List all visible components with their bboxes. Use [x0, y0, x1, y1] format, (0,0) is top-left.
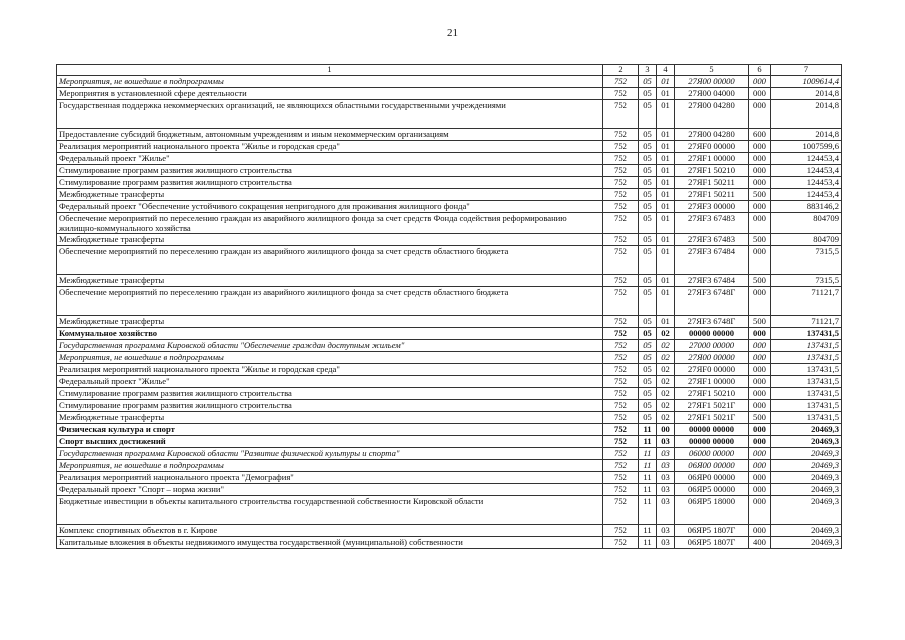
budget-table: [56, 64, 842, 549]
row-name-cell: Стимулирование программ развития жилищного строительства: [57, 177, 603, 189]
row-target-article-cell: 27Я00 00000: [675, 352, 749, 364]
row-amount-cell: 20469,3: [771, 448, 842, 460]
row-amount-cell: 137431,5: [771, 340, 842, 352]
row-code-cell: 752: [603, 88, 639, 100]
row-code-cell: 752: [603, 352, 639, 364]
row-target-article-cell: 27ЯF3 00000: [675, 201, 749, 213]
row-target-article-cell: 27ЯF1 5021Г: [675, 400, 749, 412]
table-row: [57, 177, 842, 189]
row-target-article-cell: 27ЯF1 50210: [675, 165, 749, 177]
row-subsection-cell: 02: [657, 364, 675, 376]
header-cell: 1: [57, 65, 603, 76]
row-expense-type-cell: 000: [749, 388, 771, 400]
header-cell: 2: [603, 65, 639, 76]
table-row: [57, 88, 842, 100]
row-code-cell: 752: [603, 328, 639, 340]
row-name-cell: Коммунальное хозяйство: [57, 328, 603, 340]
row-target-article-cell: 27ЯF3 67484: [675, 275, 749, 287]
row-amount-cell: 2014,8: [771, 129, 842, 141]
row-code-cell: 752: [603, 141, 639, 153]
row-expense-type-cell: 000: [749, 141, 771, 153]
row-name-cell: Обеспечение мероприятий по переселению граждан из аварийного жилищного фонда за счет средств Фонда содействия реформированию жилищно-коммунального хозяйства: [57, 213, 603, 234]
row-name-cell: Реализация мероприятий национального проекта "Жилье и городская среда": [57, 364, 603, 376]
table-row: [57, 165, 842, 177]
row-expense-type-cell: 000: [749, 100, 771, 129]
row-section-cell: 05: [639, 189, 657, 201]
row-code-cell: 752: [603, 287, 639, 316]
row-section-cell: 11: [639, 537, 657, 549]
row-code-cell: 752: [603, 340, 639, 352]
row-code-cell: 752: [603, 364, 639, 376]
row-section-cell: 05: [639, 246, 657, 275]
row-expense-type-cell: 000: [749, 246, 771, 275]
row-name-cell: Межбюджетные трансферты: [57, 316, 603, 328]
row-subsection-cell: 01: [657, 153, 675, 165]
row-section-cell: 05: [639, 141, 657, 153]
row-amount-cell: 137431,5: [771, 400, 842, 412]
row-code-cell: 752: [603, 496, 639, 525]
table-row: [57, 213, 842, 234]
row-name-cell: Стимулирование программ развития жилищного строительства: [57, 165, 603, 177]
row-target-article-cell: 27ЯF1 50211: [675, 177, 749, 189]
table-row: [57, 424, 842, 436]
row-target-article-cell: 27ЯF1 00000: [675, 376, 749, 388]
row-section-cell: 11: [639, 496, 657, 525]
row-target-article-cell: 06000 00000: [675, 448, 749, 460]
row-expense-type-cell: 000: [749, 177, 771, 189]
table-row: [57, 340, 842, 352]
row-name-cell: Федеральный проект "Жилье": [57, 376, 603, 388]
row-amount-cell: 804709: [771, 234, 842, 246]
row-target-article-cell: 27Я00 00000: [675, 76, 749, 88]
row-expense-type-cell: 500: [749, 234, 771, 246]
row-section-cell: 11: [639, 472, 657, 484]
table-row: [57, 364, 842, 376]
row-code-cell: 752: [603, 76, 639, 88]
page-number: 21: [447, 27, 458, 39]
row-expense-type-cell: 500: [749, 189, 771, 201]
row-expense-type-cell: 000: [749, 328, 771, 340]
table-row: [57, 400, 842, 412]
row-code-cell: 752: [603, 316, 639, 328]
row-section-cell: 11: [639, 424, 657, 436]
row-name-cell: Капитальные вложения в объекты недвижимого имущества государственной (муниципальной) собственности: [57, 537, 603, 549]
row-name-cell: Мероприятия в установленной сфере деятельности: [57, 88, 603, 100]
row-amount-cell: 20469,3: [771, 484, 842, 496]
row-subsection-cell: 01: [657, 177, 675, 189]
row-target-article-cell: 27ЯF1 50211: [675, 189, 749, 201]
table-row: [57, 141, 842, 153]
table-row: [57, 412, 842, 424]
table-row: [57, 472, 842, 484]
row-section-cell: 11: [639, 460, 657, 472]
row-code-cell: 752: [603, 412, 639, 424]
row-amount-cell: 883146,2: [771, 201, 842, 213]
table-row: [57, 234, 842, 246]
row-amount-cell: 137431,5: [771, 412, 842, 424]
row-code-cell: 752: [603, 129, 639, 141]
table-row: [57, 460, 842, 472]
row-section-cell: 05: [639, 275, 657, 287]
row-target-article-cell: 27ЯF3 6748Г: [675, 316, 749, 328]
row-code-cell: 752: [603, 201, 639, 213]
row-code-cell: 752: [603, 189, 639, 201]
row-subsection-cell: 03: [657, 496, 675, 525]
row-amount-cell: 2014,8: [771, 100, 842, 129]
row-code-cell: 752: [603, 388, 639, 400]
row-name-cell: Мероприятия, не вошедшие в подпрограммы: [57, 460, 603, 472]
row-name-cell: Мероприятия, не вошедшие в подпрограммы: [57, 76, 603, 88]
row-code-cell: 752: [603, 213, 639, 234]
row-subsection-cell: 01: [657, 100, 675, 129]
row-subsection-cell: 02: [657, 376, 675, 388]
table-header-row: [57, 65, 842, 76]
row-expense-type-cell: 000: [749, 88, 771, 100]
row-name-cell: Комплекс спортивных объектов в г. Кирове: [57, 525, 603, 537]
row-expense-type-cell: 000: [749, 352, 771, 364]
row-amount-cell: 1007599,6: [771, 141, 842, 153]
row-subsection-cell: 02: [657, 388, 675, 400]
row-expense-type-cell: 600: [749, 129, 771, 141]
row-target-article-cell: 00000 00000: [675, 424, 749, 436]
row-target-article-cell: 27Я00 04280: [675, 100, 749, 129]
row-subsection-cell: 02: [657, 340, 675, 352]
table-row: [57, 496, 842, 525]
table-row: [57, 525, 842, 537]
row-amount-cell: 20469,3: [771, 424, 842, 436]
row-expense-type-cell: 000: [749, 400, 771, 412]
row-section-cell: 05: [639, 129, 657, 141]
row-name-cell: Государственная поддержка некоммерческих организаций, не являющихся областными государственными учреждениями: [57, 100, 603, 129]
row-amount-cell: 1009614,4: [771, 76, 842, 88]
row-expense-type-cell: 000: [749, 496, 771, 525]
row-amount-cell: 7315,5: [771, 275, 842, 287]
row-section-cell: 05: [639, 328, 657, 340]
row-expense-type-cell: 000: [749, 287, 771, 316]
table-row: [57, 201, 842, 213]
row-subsection-cell: 02: [657, 412, 675, 424]
row-target-article-cell: 27Я00 04000: [675, 88, 749, 100]
row-name-cell: Мероприятия, не вошедшие в подпрограммы: [57, 352, 603, 364]
row-amount-cell: 20469,3: [771, 460, 842, 472]
row-expense-type-cell: 000: [749, 213, 771, 234]
row-name-cell: Спорт высших достижений: [57, 436, 603, 448]
row-target-article-cell: 06Я00 00000: [675, 460, 749, 472]
row-subsection-cell: 01: [657, 316, 675, 328]
row-amount-cell: 137431,5: [771, 388, 842, 400]
row-subsection-cell: 02: [657, 400, 675, 412]
row-section-cell: 05: [639, 177, 657, 189]
row-code-cell: 752: [603, 525, 639, 537]
row-amount-cell: 124453,4: [771, 189, 842, 201]
row-subsection-cell: 01: [657, 165, 675, 177]
row-subsection-cell: 02: [657, 352, 675, 364]
row-section-cell: 05: [639, 352, 657, 364]
row-expense-type-cell: 000: [749, 484, 771, 496]
row-code-cell: 752: [603, 234, 639, 246]
row-target-article-cell: 00000 00000: [675, 328, 749, 340]
row-subsection-cell: 01: [657, 234, 675, 246]
row-expense-type-cell: 000: [749, 424, 771, 436]
row-section-cell: 05: [639, 76, 657, 88]
row-code-cell: 752: [603, 246, 639, 275]
row-subsection-cell: 03: [657, 472, 675, 484]
row-section-cell: 05: [639, 100, 657, 129]
table-row: [57, 537, 842, 549]
row-subsection-cell: 03: [657, 448, 675, 460]
row-expense-type-cell: 000: [749, 460, 771, 472]
row-amount-cell: 137431,5: [771, 376, 842, 388]
header-cell: 5: [675, 65, 749, 76]
row-expense-type-cell: 000: [749, 76, 771, 88]
table-row: [57, 76, 842, 88]
row-amount-cell: 71121,7: [771, 287, 842, 316]
row-name-cell: Обеспечение мероприятий по переселению граждан из аварийного жилищного фонда за счет средств областного бюджета: [57, 287, 603, 316]
row-code-cell: 752: [603, 100, 639, 129]
row-target-article-cell: 00000 00000: [675, 436, 749, 448]
row-section-cell: 11: [639, 484, 657, 496]
header-cell: 3: [639, 65, 657, 76]
row-section-cell: 05: [639, 316, 657, 328]
row-subsection-cell: 01: [657, 76, 675, 88]
row-code-cell: 752: [603, 537, 639, 549]
row-code-cell: 752: [603, 448, 639, 460]
row-subsection-cell: 01: [657, 213, 675, 234]
row-subsection-cell: 01: [657, 246, 675, 275]
row-expense-type-cell: 000: [749, 472, 771, 484]
row-amount-cell: 2014,8: [771, 88, 842, 100]
row-target-article-cell: 27ЯF3 67483: [675, 213, 749, 234]
row-subsection-cell: 03: [657, 484, 675, 496]
row-name-cell: Стимулирование программ развития жилищного строительства: [57, 400, 603, 412]
row-amount-cell: 124453,4: [771, 153, 842, 165]
row-subsection-cell: 03: [657, 436, 675, 448]
row-expense-type-cell: 500: [749, 275, 771, 287]
row-target-article-cell: 06ЯР5 00000: [675, 484, 749, 496]
row-name-cell: Стимулирование программ развития жилищного строительства: [57, 388, 603, 400]
row-target-article-cell: 27Я00 04280: [675, 129, 749, 141]
row-name-cell: Федеральный проект "Обеспечение устойчивого сокращения непригодного для проживания жилищного фонда": [57, 201, 603, 213]
row-target-article-cell: 06ЯР5 18000: [675, 496, 749, 525]
row-amount-cell: 20469,3: [771, 537, 842, 549]
row-name-cell: Федеральный проект "Жилье": [57, 153, 603, 165]
row-section-cell: 05: [639, 388, 657, 400]
row-target-article-cell: 27ЯF0 00000: [675, 364, 749, 376]
row-target-article-cell: 06ЯР5 1807Г: [675, 537, 749, 549]
table-row: [57, 376, 842, 388]
table-row: [57, 275, 842, 287]
row-amount-cell: 20469,3: [771, 472, 842, 484]
row-code-cell: 752: [603, 484, 639, 496]
row-section-cell: 05: [639, 412, 657, 424]
row-target-article-cell: 27ЯF3 67484: [675, 246, 749, 275]
row-expense-type-cell: 000: [749, 448, 771, 460]
row-name-cell: Физическая культура и спорт: [57, 424, 603, 436]
header-cell: 7: [771, 65, 842, 76]
row-subsection-cell: 01: [657, 201, 675, 213]
row-expense-type-cell: 000: [749, 525, 771, 537]
row-name-cell: Межбюджетные трансферты: [57, 275, 603, 287]
row-expense-type-cell: 000: [749, 165, 771, 177]
row-name-cell: Реализация мероприятий национального проекта "Демография": [57, 472, 603, 484]
row-amount-cell: 20469,3: [771, 496, 842, 525]
row-subsection-cell: 01: [657, 129, 675, 141]
row-name-cell: Межбюджетные трансферты: [57, 189, 603, 201]
row-target-article-cell: 27000 00000: [675, 340, 749, 352]
row-code-cell: 752: [603, 460, 639, 472]
row-expense-type-cell: 400: [749, 537, 771, 549]
row-amount-cell: 137431,5: [771, 328, 842, 340]
row-amount-cell: 137431,5: [771, 364, 842, 376]
row-target-article-cell: 27ЯF1 50210: [675, 388, 749, 400]
row-expense-type-cell: 500: [749, 412, 771, 424]
row-target-article-cell: 27ЯF1 00000: [675, 153, 749, 165]
row-amount-cell: 7315,5: [771, 246, 842, 275]
row-name-cell: Межбюджетные трансферты: [57, 234, 603, 246]
row-name-cell: Межбюджетные трансферты: [57, 412, 603, 424]
table-row: [57, 436, 842, 448]
table-row: [57, 153, 842, 165]
header-cell: 6: [749, 65, 771, 76]
row-target-article-cell: 27ЯF3 67483: [675, 234, 749, 246]
row-subsection-cell: 01: [657, 287, 675, 316]
table-row: [57, 129, 842, 141]
row-subsection-cell: 03: [657, 525, 675, 537]
row-section-cell: 05: [639, 153, 657, 165]
row-code-cell: 752: [603, 424, 639, 436]
row-subsection-cell: 00: [657, 424, 675, 436]
row-target-article-cell: 27ЯF1 5021Г: [675, 412, 749, 424]
row-code-cell: 752: [603, 400, 639, 412]
table-row: [57, 316, 842, 328]
row-expense-type-cell: 000: [749, 436, 771, 448]
row-name-cell: Государственная программа Кировской области "Обеспечение граждан доступным жильем": [57, 340, 603, 352]
header-cell: 4: [657, 65, 675, 76]
row-amount-cell: 20469,3: [771, 525, 842, 537]
row-amount-cell: 20469,3: [771, 436, 842, 448]
row-subsection-cell: 03: [657, 537, 675, 549]
row-section-cell: 05: [639, 287, 657, 316]
row-subsection-cell: 02: [657, 328, 675, 340]
row-section-cell: 11: [639, 436, 657, 448]
row-subsection-cell: 01: [657, 189, 675, 201]
row-subsection-cell: 01: [657, 275, 675, 287]
row-section-cell: 05: [639, 213, 657, 234]
table-row: [57, 189, 842, 201]
row-amount-cell: 124453,4: [771, 177, 842, 189]
row-amount-cell: 124453,4: [771, 165, 842, 177]
row-name-cell: Обеспечение мероприятий по переселению граждан из аварийного жилищного фонда за счет средств областного бюджета: [57, 246, 603, 275]
row-code-cell: 752: [603, 153, 639, 165]
row-section-cell: 11: [639, 448, 657, 460]
row-amount-cell: 71121,7: [771, 316, 842, 328]
table-row: [57, 328, 842, 340]
row-section-cell: 05: [639, 340, 657, 352]
table-row: [57, 448, 842, 460]
row-code-cell: 752: [603, 472, 639, 484]
row-expense-type-cell: 000: [749, 201, 771, 213]
row-target-article-cell: 06ЯР0 00000: [675, 472, 749, 484]
row-amount-cell: 137431,5: [771, 352, 842, 364]
row-name-cell: Реализация мероприятий национального проекта "Жилье и городская среда": [57, 141, 603, 153]
row-section-cell: 05: [639, 400, 657, 412]
row-section-cell: 05: [639, 201, 657, 213]
row-code-cell: 752: [603, 177, 639, 189]
row-name-cell: Бюджетные инвестиции в объекты капитального строительства государственной собственности Кировской области: [57, 496, 603, 525]
row-section-cell: 11: [639, 525, 657, 537]
table-row: [57, 352, 842, 364]
row-section-cell: 05: [639, 165, 657, 177]
row-expense-type-cell: 000: [749, 376, 771, 388]
row-expense-type-cell: 000: [749, 340, 771, 352]
row-name-cell: Федеральный проект "Спорт – норма жизни": [57, 484, 603, 496]
row-name-cell: Государственная программа Кировской области "Развитие физической культуры и спорта": [57, 448, 603, 460]
row-amount-cell: 804709: [771, 213, 842, 234]
row-section-cell: 05: [639, 364, 657, 376]
table-row: [57, 484, 842, 496]
row-section-cell: 05: [639, 88, 657, 100]
row-code-cell: 752: [603, 436, 639, 448]
table-row: [57, 388, 842, 400]
row-section-cell: 05: [639, 234, 657, 246]
row-expense-type-cell: 000: [749, 364, 771, 376]
row-code-cell: 752: [603, 376, 639, 388]
row-target-article-cell: 06ЯР5 1807Г: [675, 525, 749, 537]
row-name-cell: Предоставление субсидий бюджетным, автономным учреждениям и иным некоммерческим организациям: [57, 129, 603, 141]
row-expense-type-cell: 500: [749, 316, 771, 328]
table-row: [57, 246, 842, 275]
row-target-article-cell: 27ЯF0 00000: [675, 141, 749, 153]
row-target-article-cell: 27ЯF3 6748Г: [675, 287, 749, 316]
row-section-cell: 05: [639, 376, 657, 388]
row-subsection-cell: 01: [657, 88, 675, 100]
table-row: [57, 287, 842, 316]
row-code-cell: 752: [603, 165, 639, 177]
row-subsection-cell: 01: [657, 141, 675, 153]
row-code-cell: 752: [603, 275, 639, 287]
row-subsection-cell: 03: [657, 460, 675, 472]
table-row: [57, 100, 842, 129]
row-expense-type-cell: 000: [749, 153, 771, 165]
